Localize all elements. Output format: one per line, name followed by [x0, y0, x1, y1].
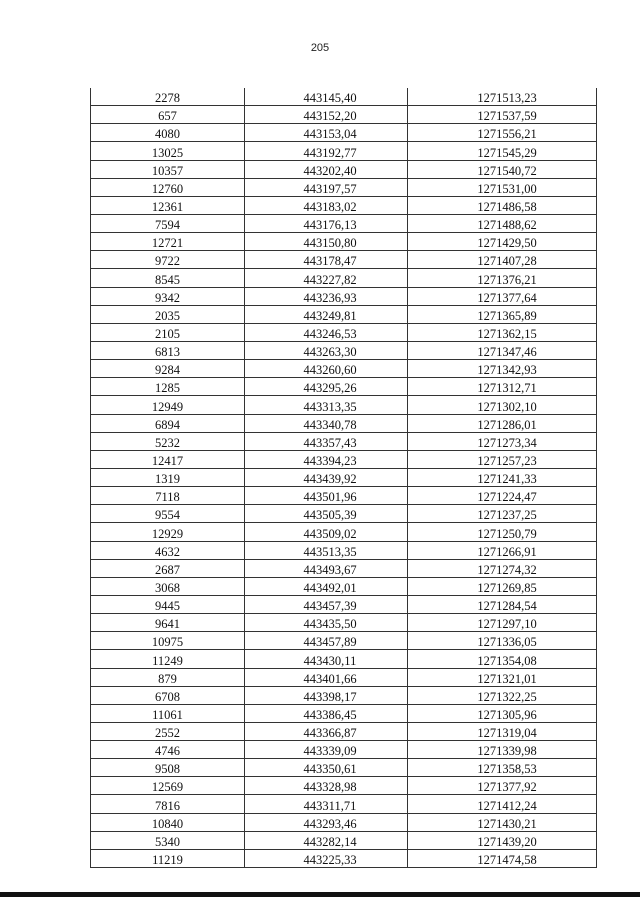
- y-coordinate-cell: 1271537,59: [408, 106, 597, 124]
- table-row: [91, 849, 597, 867]
- table-row: [91, 541, 597, 559]
- x-coordinate-cell: 443493,67: [245, 559, 408, 577]
- x-coordinate-cell: 443178,47: [245, 251, 408, 269]
- x-coordinate-cell: 443457,89: [245, 632, 408, 650]
- y-coordinate-cell: 1271321,01: [408, 668, 597, 686]
- x-coordinate-cell: 443282,14: [245, 831, 408, 849]
- table-row: [91, 142, 597, 160]
- point-id-cell: 12929: [91, 523, 245, 541]
- x-coordinate-cell: 443509,02: [245, 523, 408, 541]
- x-coordinate-cell: 443150,80: [245, 233, 408, 251]
- table-row: [91, 595, 597, 613]
- point-id-cell: 1285: [91, 378, 245, 396]
- y-coordinate-cell: 1271439,20: [408, 831, 597, 849]
- x-coordinate-cell: 443225,33: [245, 849, 408, 867]
- y-coordinate-cell: 1271266,91: [408, 541, 597, 559]
- y-coordinate-cell: 1271257,23: [408, 450, 597, 468]
- x-coordinate-cell: 443249,81: [245, 305, 408, 323]
- point-id-cell: 11061: [91, 704, 245, 722]
- table-row: [91, 741, 597, 759]
- y-coordinate-cell: 1271412,24: [408, 795, 597, 813]
- point-id-cell: 879: [91, 668, 245, 686]
- point-id-cell: 9508: [91, 759, 245, 777]
- table-row: [91, 160, 597, 178]
- table-row: [91, 269, 597, 287]
- y-coordinate-cell: 1271312,71: [408, 378, 597, 396]
- table-row: [91, 360, 597, 378]
- point-id-cell: 12949: [91, 396, 245, 414]
- point-id-cell: 10840: [91, 813, 245, 831]
- y-coordinate-cell: 1271286,01: [408, 414, 597, 432]
- x-coordinate-cell: 443386,45: [245, 704, 408, 722]
- coordinate-table: [90, 88, 597, 868]
- y-coordinate-cell: 1271407,28: [408, 251, 597, 269]
- x-coordinate-cell: 443357,43: [245, 432, 408, 450]
- x-coordinate-cell: 443197,57: [245, 178, 408, 196]
- y-coordinate-cell: 1271250,79: [408, 523, 597, 541]
- x-coordinate-cell: 443457,39: [245, 595, 408, 613]
- x-coordinate-cell: 443295,26: [245, 378, 408, 396]
- x-coordinate-cell: 443366,87: [245, 722, 408, 740]
- x-coordinate-cell: 443435,50: [245, 614, 408, 632]
- y-coordinate-cell: 1271474,58: [408, 849, 597, 867]
- x-coordinate-cell: 443246,53: [245, 323, 408, 341]
- scan-bottom-edge: [0, 892, 640, 897]
- y-coordinate-cell: 1271545,29: [408, 142, 597, 160]
- table-row: [91, 341, 597, 359]
- point-id-cell: 12361: [91, 196, 245, 214]
- y-coordinate-cell: 1271339,98: [408, 741, 597, 759]
- point-id-cell: 11219: [91, 849, 245, 867]
- y-coordinate-cell: 1271284,54: [408, 595, 597, 613]
- y-coordinate-cell: 1271429,50: [408, 233, 597, 251]
- y-coordinate-cell: 1271241,33: [408, 468, 597, 486]
- x-coordinate-cell: 443340,78: [245, 414, 408, 432]
- y-coordinate-cell: 1271342,93: [408, 360, 597, 378]
- table-row: [91, 523, 597, 541]
- table-row: [91, 233, 597, 251]
- y-coordinate-cell: 1271488,62: [408, 214, 597, 232]
- point-id-cell: 3068: [91, 577, 245, 595]
- point-id-cell: 10975: [91, 632, 245, 650]
- page-number: 205: [310, 42, 330, 54]
- point-id-cell: 4632: [91, 541, 245, 559]
- coordinate-table-container: [90, 88, 596, 868]
- x-coordinate-cell: 443398,17: [245, 686, 408, 704]
- point-id-cell: 9554: [91, 505, 245, 523]
- y-coordinate-cell: 1271302,10: [408, 396, 597, 414]
- table-row: [91, 178, 597, 196]
- x-coordinate-cell: 443313,35: [245, 396, 408, 414]
- x-coordinate-cell: 443394,23: [245, 450, 408, 468]
- point-id-cell: 2687: [91, 559, 245, 577]
- x-coordinate-cell: 443492,01: [245, 577, 408, 595]
- table-row: [91, 396, 597, 414]
- point-id-cell: 9641: [91, 614, 245, 632]
- y-coordinate-cell: 1271365,89: [408, 305, 597, 323]
- point-id-cell: 9284: [91, 360, 245, 378]
- point-id-cell: 5232: [91, 432, 245, 450]
- table-row: [91, 287, 597, 305]
- table-row: [91, 632, 597, 650]
- point-id-cell: 12760: [91, 178, 245, 196]
- table-row: [91, 106, 597, 124]
- x-coordinate-cell: 443311,71: [245, 795, 408, 813]
- point-id-cell: 12569: [91, 777, 245, 795]
- table-row: [91, 305, 597, 323]
- table-row: [91, 414, 597, 432]
- table-row: [91, 88, 597, 106]
- y-coordinate-cell: 1271274,32: [408, 559, 597, 577]
- table-row: [91, 505, 597, 523]
- y-coordinate-cell: 1271358,53: [408, 759, 597, 777]
- point-id-cell: 6894: [91, 414, 245, 432]
- x-coordinate-cell: 443439,92: [245, 468, 408, 486]
- table-row: [91, 450, 597, 468]
- point-id-cell: 2105: [91, 323, 245, 341]
- y-coordinate-cell: 1271376,21: [408, 269, 597, 287]
- point-id-cell: 9445: [91, 595, 245, 613]
- point-id-cell: 9722: [91, 251, 245, 269]
- table-row: [91, 722, 597, 740]
- point-id-cell: 6813: [91, 341, 245, 359]
- point-id-cell: 1319: [91, 468, 245, 486]
- point-id-cell: 9342: [91, 287, 245, 305]
- table-row: [91, 323, 597, 341]
- y-coordinate-cell: 1271377,64: [408, 287, 597, 305]
- y-coordinate-cell: 1271297,10: [408, 614, 597, 632]
- point-id-cell: 2278: [91, 88, 245, 106]
- y-coordinate-cell: 1271531,00: [408, 178, 597, 196]
- y-coordinate-cell: 1271319,04: [408, 722, 597, 740]
- y-coordinate-cell: 1271237,25: [408, 505, 597, 523]
- point-id-cell: 657: [91, 106, 245, 124]
- point-id-cell: 2035: [91, 305, 245, 323]
- point-id-cell: 12721: [91, 233, 245, 251]
- x-coordinate-cell: 443501,96: [245, 487, 408, 505]
- table-row: [91, 487, 597, 505]
- table-row: [91, 795, 597, 813]
- coordinate-table-body: [91, 88, 597, 868]
- x-coordinate-cell: 443183,02: [245, 196, 408, 214]
- point-id-cell: 8545: [91, 269, 245, 287]
- table-row: [91, 777, 597, 795]
- y-coordinate-cell: 1271556,21: [408, 124, 597, 142]
- table-row: [91, 759, 597, 777]
- point-id-cell: 7816: [91, 795, 245, 813]
- x-coordinate-cell: 443227,82: [245, 269, 408, 287]
- y-coordinate-cell: 1271513,23: [408, 88, 597, 106]
- x-coordinate-cell: 443513,35: [245, 541, 408, 559]
- point-id-cell: 4746: [91, 741, 245, 759]
- point-id-cell: 10357: [91, 160, 245, 178]
- y-coordinate-cell: 1271269,85: [408, 577, 597, 595]
- y-coordinate-cell: 1271322,25: [408, 686, 597, 704]
- x-coordinate-cell: 443328,98: [245, 777, 408, 795]
- point-id-cell: 12417: [91, 450, 245, 468]
- y-coordinate-cell: 1271224,47: [408, 487, 597, 505]
- point-id-cell: 4080: [91, 124, 245, 142]
- table-row: [91, 704, 597, 722]
- table-row: [91, 251, 597, 269]
- y-coordinate-cell: 1271354,08: [408, 650, 597, 668]
- point-id-cell: 11249: [91, 650, 245, 668]
- x-coordinate-cell: 443505,39: [245, 505, 408, 523]
- y-coordinate-cell: 1271362,15: [408, 323, 597, 341]
- y-coordinate-cell: 1271273,34: [408, 432, 597, 450]
- x-coordinate-cell: 443339,09: [245, 741, 408, 759]
- table-row: [91, 468, 597, 486]
- point-id-cell: 7594: [91, 214, 245, 232]
- point-id-cell: 13025: [91, 142, 245, 160]
- point-id-cell: 5340: [91, 831, 245, 849]
- x-coordinate-cell: 443401,66: [245, 668, 408, 686]
- y-coordinate-cell: 1271377,92: [408, 777, 597, 795]
- x-coordinate-cell: 443350,61: [245, 759, 408, 777]
- table-row: [91, 577, 597, 595]
- point-id-cell: 6708: [91, 686, 245, 704]
- y-coordinate-cell: 1271540,72: [408, 160, 597, 178]
- y-coordinate-cell: 1271430,21: [408, 813, 597, 831]
- table-row: [91, 378, 597, 396]
- y-coordinate-cell: 1271336,05: [408, 632, 597, 650]
- y-coordinate-cell: 1271305,96: [408, 704, 597, 722]
- x-coordinate-cell: 443176,13: [245, 214, 408, 232]
- table-row: [91, 686, 597, 704]
- table-row: [91, 432, 597, 450]
- x-coordinate-cell: 443153,04: [245, 124, 408, 142]
- x-coordinate-cell: 443236,93: [245, 287, 408, 305]
- x-coordinate-cell: 443152,20: [245, 106, 408, 124]
- point-id-cell: 7118: [91, 487, 245, 505]
- table-row: [91, 124, 597, 142]
- table-row: [91, 668, 597, 686]
- y-coordinate-cell: 1271347,46: [408, 341, 597, 359]
- x-coordinate-cell: 443192,77: [245, 142, 408, 160]
- x-coordinate-cell: 443145,40: [245, 88, 408, 106]
- x-coordinate-cell: 443202,40: [245, 160, 408, 178]
- y-coordinate-cell: 1271486,58: [408, 196, 597, 214]
- table-row: [91, 813, 597, 831]
- table-row: [91, 614, 597, 632]
- x-coordinate-cell: 443263,30: [245, 341, 408, 359]
- x-coordinate-cell: 443430,11: [245, 650, 408, 668]
- x-coordinate-cell: 443260,60: [245, 360, 408, 378]
- table-row: [91, 650, 597, 668]
- table-row: [91, 831, 597, 849]
- table-row: [91, 196, 597, 214]
- table-row: [91, 559, 597, 577]
- x-coordinate-cell: 443293,46: [245, 813, 408, 831]
- table-row: [91, 214, 597, 232]
- point-id-cell: 2552: [91, 722, 245, 740]
